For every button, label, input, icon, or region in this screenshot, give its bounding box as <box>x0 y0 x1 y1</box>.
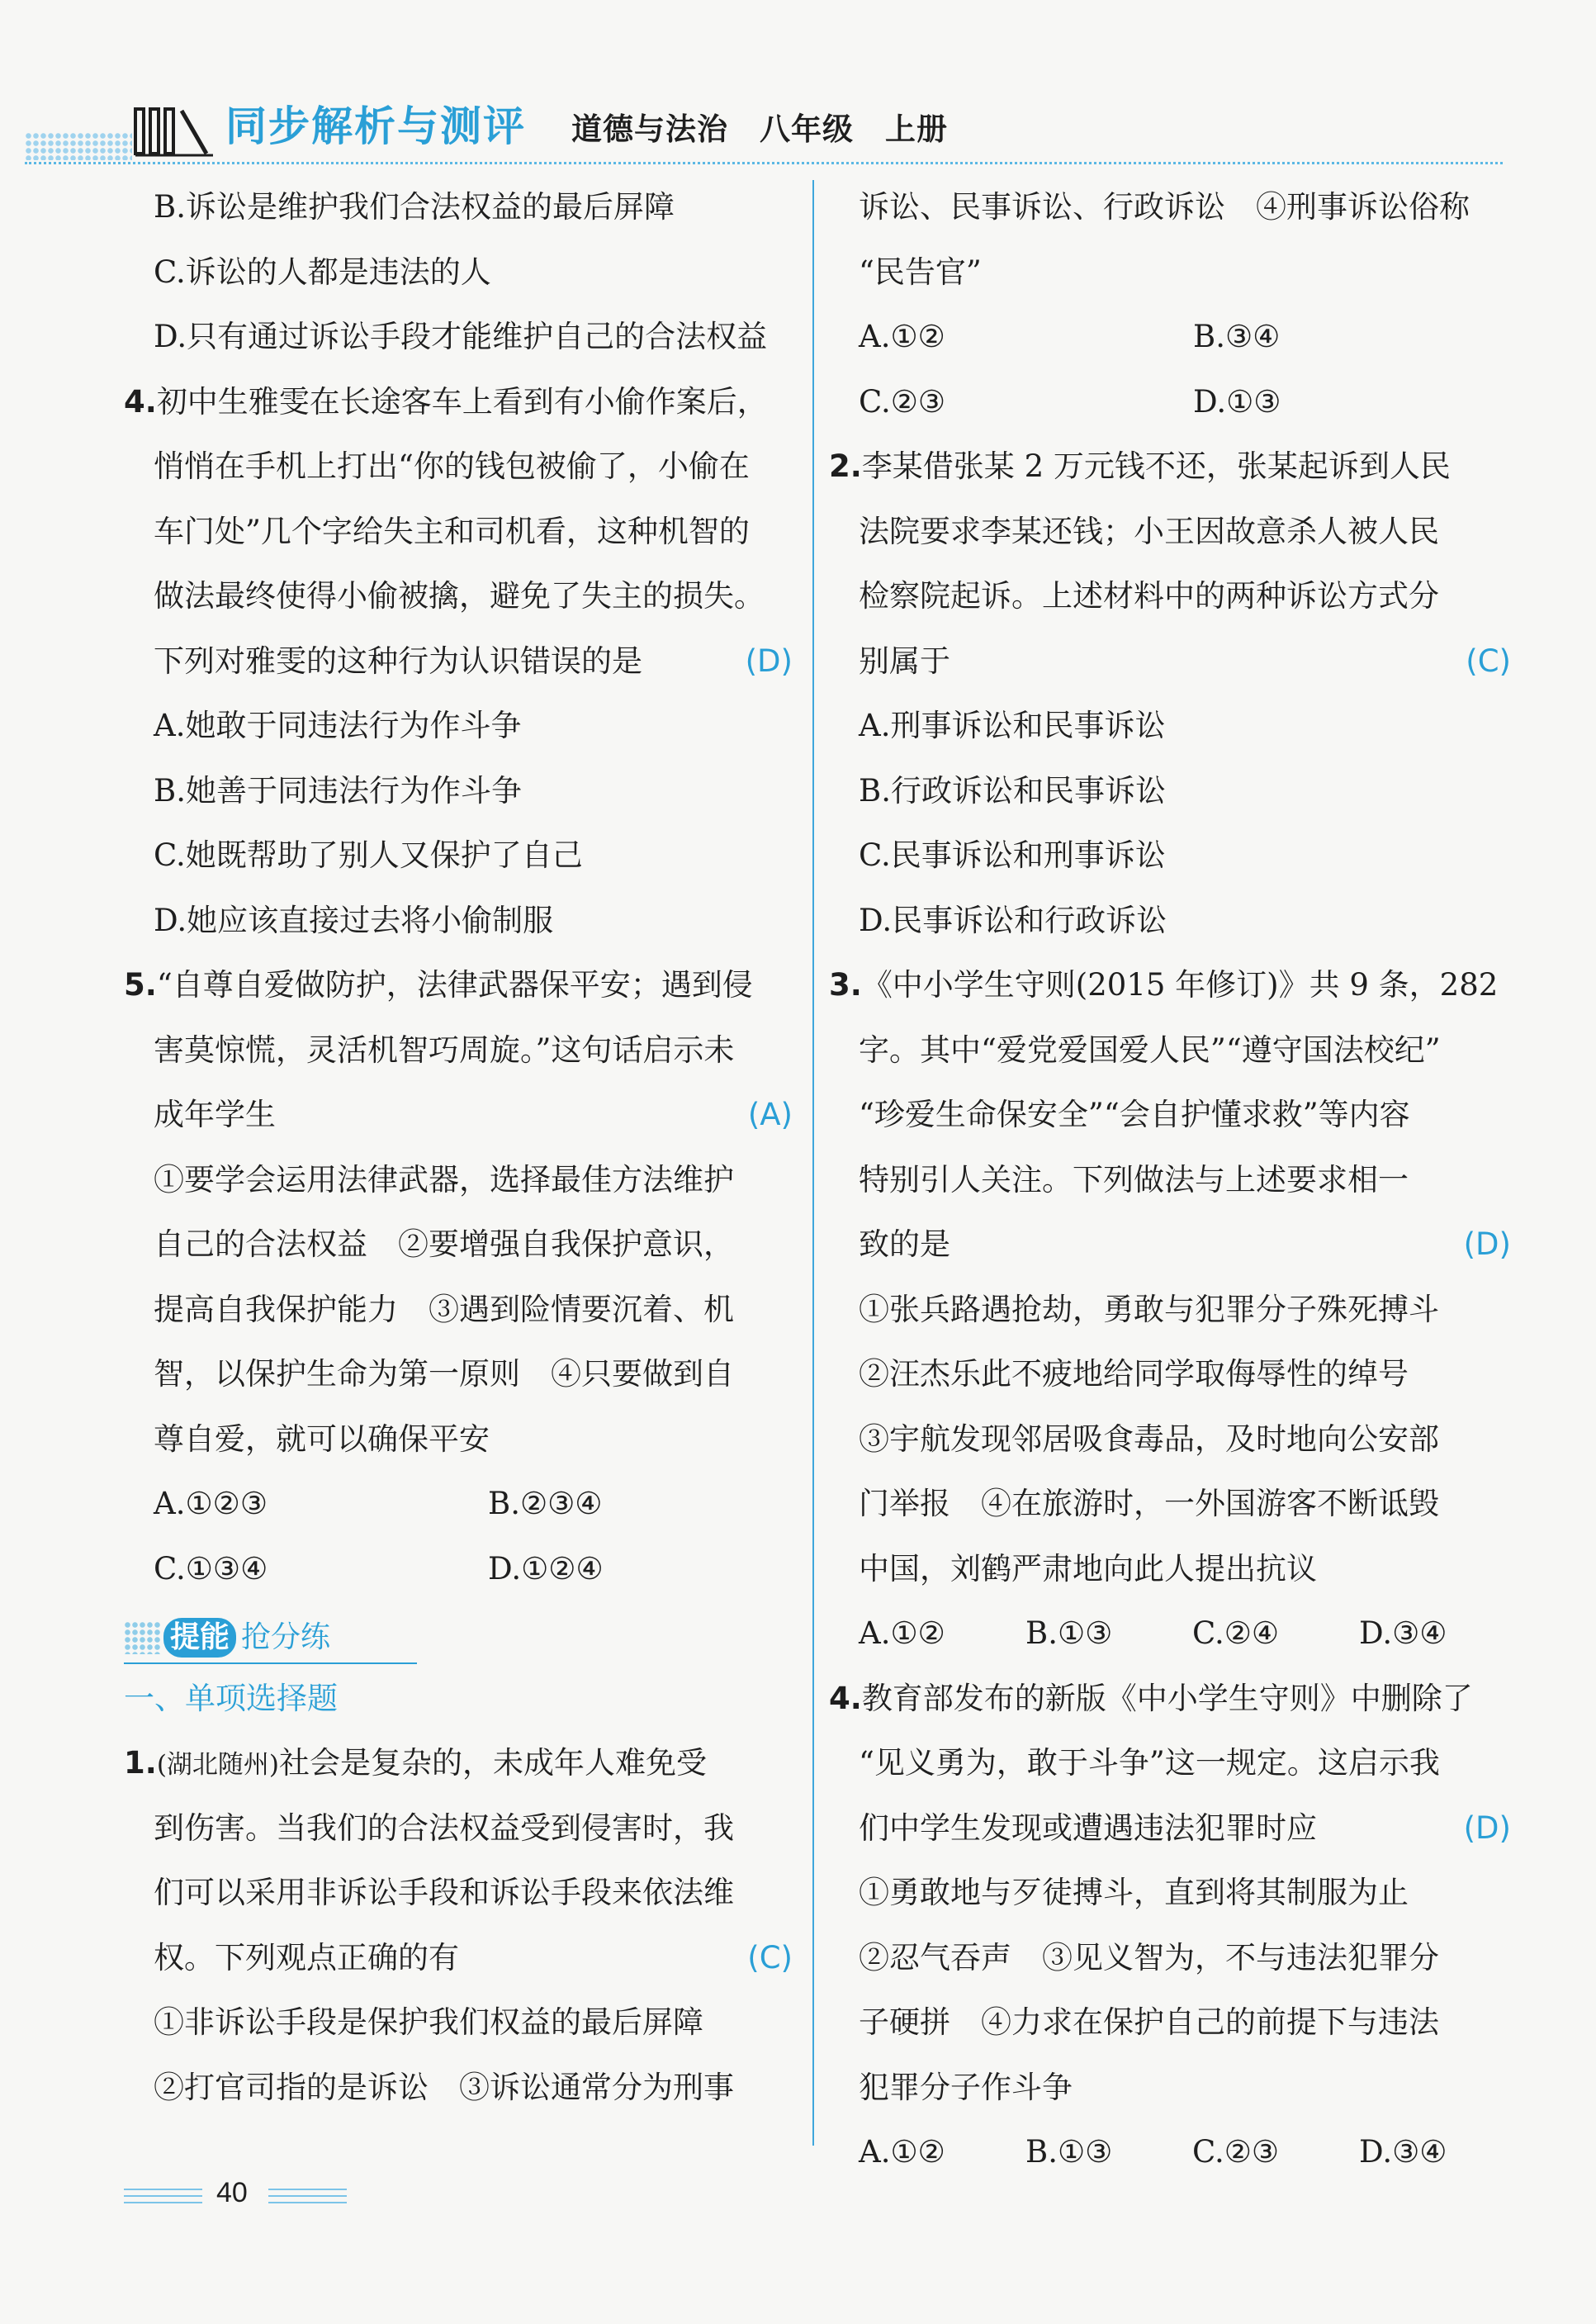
option-line: A.她敢于同违法行为作斗争 <box>154 708 522 743</box>
option: A.①② <box>859 1615 945 1651</box>
options-row <box>124 1472 793 1537</box>
page-header <box>25 99 1503 165</box>
section-underline <box>124 1662 417 1664</box>
option: B.③④ <box>1193 319 1281 354</box>
subject-title: 道德与法治 八年级 上册 <box>571 111 948 147</box>
question-text: 法院要求李某还钱；小王因故意杀人被人民 <box>859 513 1439 549</box>
statement-line: 中国，刘鹤严肃地向此人提出抗议 <box>859 1550 1317 1586</box>
question-text: “自尊自爱做防护，法律武器保平安；遇到侵 <box>156 967 753 1003</box>
option: C.②④ <box>1192 1615 1280 1651</box>
question-text: 致的是 <box>859 1226 950 1262</box>
answer-label: (C) <box>1466 643 1511 679</box>
statement-line: 门举报 ④在旅游时，一外国游客不断诋毁 <box>859 1486 1439 1521</box>
question-number: 1. <box>124 1745 157 1781</box>
option: B.②③④ <box>488 1486 603 1521</box>
question-text: 成年学生 <box>154 1097 276 1132</box>
option-line: D.只有通过诉讼手段才能维护自己的合法权益 <box>154 319 768 354</box>
answer-label: (D) <box>745 643 793 679</box>
question-text: 悄悄在手机上打出“你的钱包被偷了，小偷在 <box>154 448 750 484</box>
statement-line: 自己的合法权益 ②要增强自我保护意识， <box>154 1226 734 1262</box>
option-line: C.她既帮助了别人又保护了自己 <box>154 837 583 873</box>
answer-label: (A) <box>747 1097 793 1132</box>
question-5-line <box>124 953 793 1018</box>
section-badge-label: 提能 <box>163 1618 236 1658</box>
books-logo-icon <box>130 104 221 159</box>
question-text: 们中学生发现或遭遇违法犯罪时应 <box>859 1809 1317 1846</box>
option: B.①③ <box>1025 2134 1113 2170</box>
question-text: 做法最终使得小偷被擒，避免了失主的损失。 <box>154 578 765 614</box>
option: D.①②④ <box>488 1550 604 1586</box>
question-text: 们可以采用非诉讼手段和诉讼手段来依法维 <box>154 1875 734 1910</box>
statement-line: ①要学会运用法律武器，选择最佳方法维护 <box>154 1161 734 1198</box>
option-line: A.刑事诉讼和民事诉讼 <box>859 708 1166 743</box>
statement-line: ①张兵路遇抢劫，勇敢与犯罪分子殊死搏斗 <box>859 1291 1439 1327</box>
right-column <box>829 175 1511 2185</box>
question-number: 5. <box>124 967 157 1003</box>
option: D.①③ <box>1193 383 1281 420</box>
option: C.②③ <box>859 383 946 420</box>
question-text: 车门处”几个字给失主和司机看，这种机智的 <box>154 513 750 549</box>
options-row <box>124 1537 793 1602</box>
question-1-last-line <box>124 1926 793 1991</box>
option: A.①② <box>859 2134 945 2170</box>
options-row <box>859 1601 1511 1667</box>
question-text: 《中小学生守则(2015 年修订)》共 9 条，282 <box>861 967 1499 1003</box>
statement-line: 提高自我保护能力 ③遇到险情要沉着、机 <box>154 1291 734 1327</box>
answer-label: (D) <box>1463 1226 1511 1262</box>
option-line: C.诉讼的人都是违法的人 <box>154 254 491 290</box>
header-dotted-rule <box>25 162 1503 164</box>
question-text: 别属于 <box>859 643 950 679</box>
question-2-last-line <box>859 629 1511 695</box>
statement-line: ①非诉讼手段是保护我们权益的最后屏障 <box>154 2004 703 2040</box>
question-text: 到伤害。当我们的合法权益受到侵害时，我 <box>154 1809 734 1846</box>
statement-line: ②打官司指的是诉讼 ③诉讼通常分为刑事 <box>154 2069 734 2105</box>
question-text: 初中生雅雯在长途客车上看到有小偷作案后， <box>156 383 768 420</box>
question-3-last-line <box>859 1212 1511 1278</box>
question-number: 3. <box>829 967 862 1003</box>
statement-line: ②汪杰乐此不疲地给同学取侮辱性的绰号 <box>859 1356 1409 1392</box>
option: C.②③ <box>1192 2134 1280 2170</box>
question-number: 4. <box>829 1680 862 1716</box>
option: B.①③ <box>1025 1615 1113 1651</box>
section-badge <box>124 1601 793 1667</box>
option: A.①② <box>859 319 945 354</box>
page-number: 40 <box>216 2177 248 2208</box>
question-text: 害莫惊慌，灵活机智巧周旋。”这句话启示未 <box>154 1032 735 1068</box>
option: C.①③④ <box>154 1550 268 1586</box>
question-text: 教育部发布的新版《中小学生守则》中删除了 <box>861 1680 1473 1716</box>
question-4-line <box>124 370 793 435</box>
question-number: 4. <box>124 383 157 420</box>
statement-line: 智，以保护生命为第一原则 ④只要做到自 <box>154 1356 734 1392</box>
options-row <box>859 2120 1511 2185</box>
question-text: 字。其中“爱党爱国爱人民”“遵守国法校纪” <box>859 1032 1441 1068</box>
question-text: 社会是复杂的，未成年人难免受 <box>279 1745 708 1781</box>
answer-label: (D) <box>1463 1809 1511 1846</box>
question-text: 下列对雅雯的这种行为认识错误的是 <box>154 643 642 679</box>
question-1-line <box>124 1731 793 1796</box>
statement-line: “民告官” <box>859 254 982 290</box>
option-line: D.民事诉讼和行政诉讼 <box>859 902 1167 938</box>
statement-line: 犯罪分子作斗争 <box>859 2069 1073 2105</box>
series-title: 同步解析与测评 <box>225 102 526 150</box>
statement-line: ③宇航发现邻居吸食毒品，及时地向公安部 <box>859 1420 1439 1457</box>
option: D.③④ <box>1359 2134 1447 2170</box>
question-text: 检察院起诉。上述材料中的两种诉讼方式分 <box>859 578 1439 614</box>
source-tag: (湖北随州) <box>156 1750 280 1780</box>
question-4-last-line <box>859 1796 1511 1862</box>
answer-label: (C) <box>747 1939 793 1975</box>
statement-line: 尊自爱，就可以确保平安 <box>154 1420 490 1457</box>
statement-line: 诉讼、民事诉讼、行政诉讼 ④刑事诉讼俗称 <box>859 189 1470 225</box>
option: A.①②③ <box>154 1486 268 1521</box>
left-column <box>124 175 793 2120</box>
question-text: 权。下列观点正确的有 <box>154 1939 459 1975</box>
question-text: “珍爱生命保安全”“会自护懂求救”等内容 <box>859 1097 1410 1132</box>
footer-lines-left <box>124 2189 202 2203</box>
option: D.③④ <box>1359 1615 1447 1651</box>
footer-lines-right <box>268 2189 347 2203</box>
options-row <box>859 370 1511 435</box>
option-line: B.行政诉讼和民事诉讼 <box>859 772 1166 809</box>
section-badge-text: 抢分练 <box>241 1620 331 1654</box>
option-line: D.她应该直接过去将小偷制服 <box>154 902 554 938</box>
option-line: B.诉讼是维护我们合法权益的最后屏障 <box>154 189 675 225</box>
option-line: C.民事诉讼和刑事诉讼 <box>859 837 1166 873</box>
statement-line: ①勇敢地与歹徒搏斗，直到将其制服为止 <box>859 1875 1409 1910</box>
page-footer <box>124 2177 454 2213</box>
question-text: 李某借张某 2 万元钱不还，张某起诉到人民 <box>861 448 1451 484</box>
column-divider <box>812 180 814 2146</box>
question-text: “见义勇为，敢于斗争”这一规定。这启示我 <box>859 1745 1440 1781</box>
question-4-line <box>829 1667 1511 1732</box>
options-row <box>859 305 1511 370</box>
header-dot-pattern <box>25 132 132 160</box>
badge-dot-pattern <box>124 1621 160 1654</box>
statement-line: 子硬拼 ④力求在保护自己的前提下与违法 <box>859 2004 1439 2040</box>
question-text: 特别引人关注。下列做法与上述要求相一 <box>859 1161 1409 1198</box>
question-4-last-line <box>124 629 793 695</box>
question-3-line <box>829 953 1511 1018</box>
question-2-line <box>829 434 1511 500</box>
section-heading: 一、单项选择题 <box>124 1680 338 1716</box>
option-line: B.她善于同违法行为作斗争 <box>154 772 522 809</box>
question-number: 2. <box>829 448 862 484</box>
statement-line: ②忍气吞声 ③见义智为，不与违法犯罪分 <box>859 1939 1439 1975</box>
question-5-last-line <box>124 1083 793 1148</box>
